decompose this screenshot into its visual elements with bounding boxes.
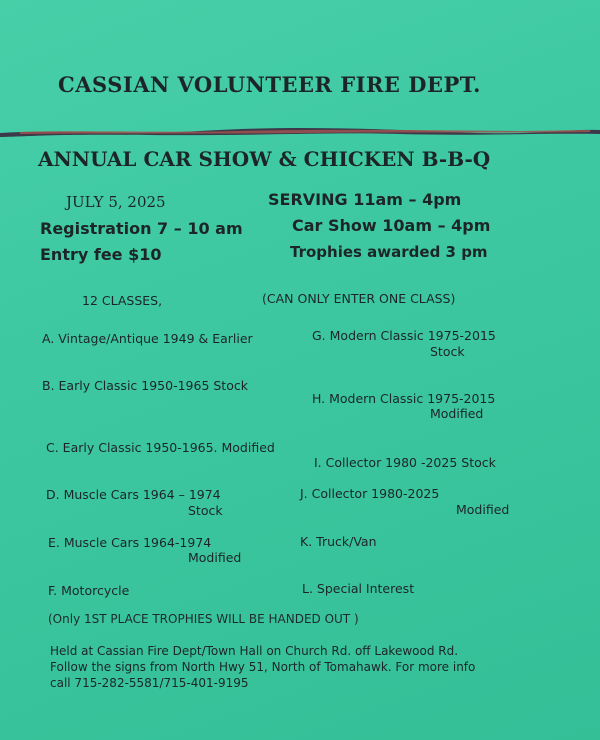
class-e: E. Muscle Cars 1964-1974 <box>48 535 212 550</box>
registration-hours: Registration 7 – 10 am <box>40 219 243 238</box>
footer-contact: call 715-282-5581/715-401-9195 <box>50 676 249 690</box>
class-d: D. Muscle Cars 1964 – 1974 <box>46 487 221 502</box>
decorative-divider <box>0 124 600 140</box>
class-i: I. Collector 1980 -2025 Stock <box>314 455 496 470</box>
class-j-type: Modified <box>456 502 510 517</box>
class-j: J. Collector 1980-2025 <box>300 486 440 501</box>
class-h-type: Modified <box>430 406 484 421</box>
footer-location: Held at Cassian Fire Dept/Town Hall on Church Rd. off Lakewood Rd. <box>50 644 459 658</box>
class-e-type: Modified <box>188 550 242 565</box>
trophies-time: Trophies awarded 3 pm <box>290 243 488 261</box>
classes-count: 12 CLASSES, <box>82 293 163 308</box>
event-title: ANNUAL CAR SHOW & CHICKEN B-B-Q <box>38 147 491 171</box>
class-k: K. Truck/Van <box>300 534 377 549</box>
serving-hours: SERVING 11am – 4pm <box>268 190 462 209</box>
organization-title: CASSIAN VOLUNTEER FIRE DEPT. <box>58 72 481 97</box>
class-b: B. Early Classic 1950-1965 Stock <box>42 378 248 393</box>
class-g: G. Modern Classic 1975-2015 <box>312 328 496 343</box>
class-a: A. Vintage/Antique 1949 & Earlier <box>42 331 253 346</box>
classes-rule: (CAN ONLY ENTER ONE CLASS) <box>262 291 456 306</box>
class-h: H. Modern Classic 1975-2015 <box>312 391 496 406</box>
class-l: L. Special Interest <box>302 581 415 596</box>
trophy-note: (Only 1ST PLACE TROPHIES WILL BE HANDED OUT ) <box>48 612 359 626</box>
entry-fee: Entry fee $10 <box>40 245 162 264</box>
footer-directions: Follow the signs from North Hwy 51, North of Tomahawk. For more info <box>50 660 476 674</box>
event-date: JULY 5, 2025 <box>66 193 166 211</box>
class-g-type: Stock <box>430 344 465 359</box>
class-f: F. Motorcycle <box>48 583 130 598</box>
car-show-hours: Car Show 10am – 4pm <box>292 216 491 235</box>
class-c: C. Early Classic 1950-1965. Modified <box>46 440 275 455</box>
class-d-type: Stock <box>188 503 223 518</box>
